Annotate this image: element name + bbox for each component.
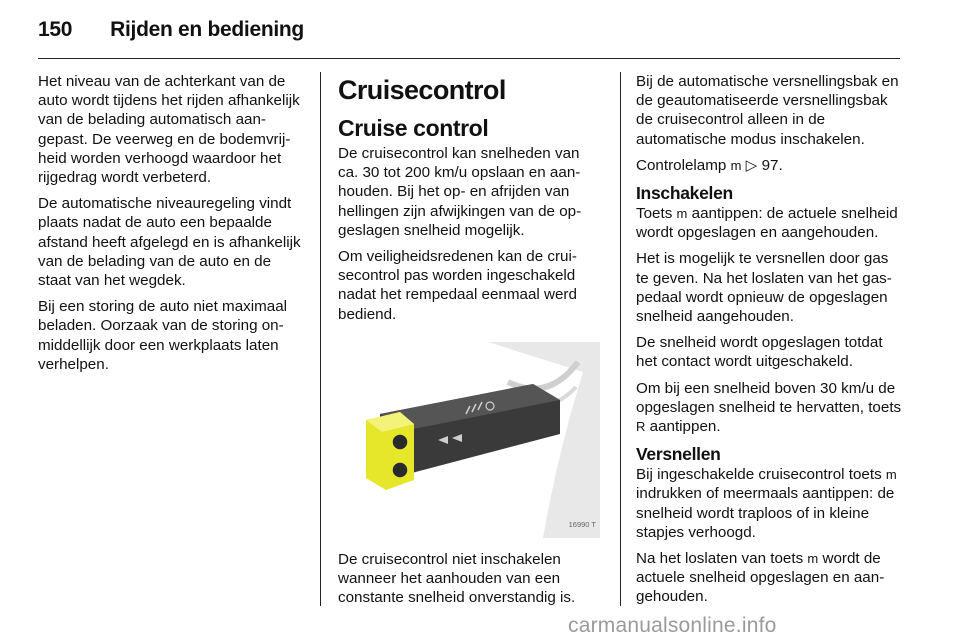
paragraph [636, 549, 904, 607]
subsection-title: Cruise control [338, 115, 489, 141]
text: Controlelamp [636, 156, 727, 174]
column-3 [636, 72, 904, 614]
resume-symbol-icon: R [636, 419, 646, 435]
page-reference-arrow-icon: ▷ [745, 156, 758, 174]
cruise-control-symbol-icon: m [807, 551, 819, 567]
page-header [38, 18, 304, 48]
paragraph: Bij de automatische versnellingsbak en de geautomatiseerde versnellingsbak de cruisecontrol alleen in de automatische modus inschakelen. [636, 73, 899, 148]
text: Bij ingeschakelde cruisecontrol toets [636, 466, 882, 484]
figure-code: 16990 T [568, 519, 596, 529]
column-divider-1 [320, 72, 321, 606]
paragraph: Het niveau van de achterkant van de auto wordt tijdens het rijden afhankelijk van de belading automatisch aangepast. De veerweg en de bodemvrijheid worden verhoogd waardoor het rijgedrag wordt verbeterd. [38, 73, 300, 187]
paragraph: Bij een storing de auto niet maximaal beladen. Oorzaak van de storing onmiddellijk door een werkplaats laten verhelpen. [38, 298, 288, 373]
column-1 [38, 72, 306, 381]
paragraph: Om veiligheidsredenen kan de cruisecontrol pas worden ingeschakeld nadat het rempedaal eenmaal werd bediend. [338, 248, 577, 323]
text: Toets [636, 205, 673, 223]
heading-versnellen: Versnellen [636, 444, 721, 465]
cruise-control-lever-illustration [338, 342, 600, 538]
text: aantippen: de actuele snelheid wordt opgeslagen en aangehouden. [636, 205, 898, 242]
paragraph: De automatische niveauregeling vindt plaats nadat de auto een bepaalde afstand heeft afgelegd en is afhankelijk van de belading van de auto en de staat van het wegdek. [38, 195, 301, 290]
paragraph: De snelheid wordt opgeslagen totdat het contact wordt uitgeschakeld. [636, 334, 883, 371]
paragraph [636, 379, 904, 437]
paragraph [636, 156, 904, 175]
text: Om bij een snelheid boven 30 km/u de opgeslagen snelheid te hervatten, toets [636, 379, 902, 416]
cruise-control-symbol-icon: m [676, 206, 688, 222]
resume-button-icon [392, 462, 408, 478]
paragraph: De cruisecontrol niet inschakelen wanneer het aanhouden van een constante snelheid onverstandig is. [338, 550, 576, 607]
watermark: carmanualsonline.info [568, 614, 777, 637]
cruise-control-symbol-icon: m [885, 467, 897, 483]
text: wordt de actuele snelheid opgeslagen en aangehouden. [636, 550, 885, 606]
heading-inschakelen: Inschakelen [636, 183, 733, 204]
paragraph: Het is mogelijk te versnellen door gas te geven. Na het loslaten van het gaspedaal wordt opnieuw de opgeslagen snelheid aangehouden. [636, 250, 892, 326]
text: Na het loslaten van toets [636, 550, 804, 568]
page-reference: 97. [761, 156, 783, 174]
cruise-control-symbol-icon: m [730, 157, 742, 173]
header-divider [38, 58, 900, 59]
page-number: 150 [38, 18, 73, 41]
paragraph [636, 465, 904, 542]
chapter-title: Rijden en bediening [110, 18, 304, 41]
column-divider-2 [620, 72, 621, 606]
text: aantippen. [649, 418, 721, 436]
column-2 [338, 72, 600, 614]
paragraph: De cruisecontrol kan snelheden van ca. 30 tot 200 km/u opslaan en aanhouden. Bij het op- en afrijden van hellingen zijn afwijkingen van de opgeslagen snelheid mogelijk. [338, 145, 582, 239]
text: indrukken of meermaals aantippen: de snelheid wordt traploos of in kleine stapjes verhoogd. [636, 485, 895, 541]
lever-drawing [338, 342, 600, 538]
section-title: Cruisecontrol [338, 75, 506, 105]
set-button-icon [392, 434, 408, 450]
paragraph [636, 204, 904, 242]
